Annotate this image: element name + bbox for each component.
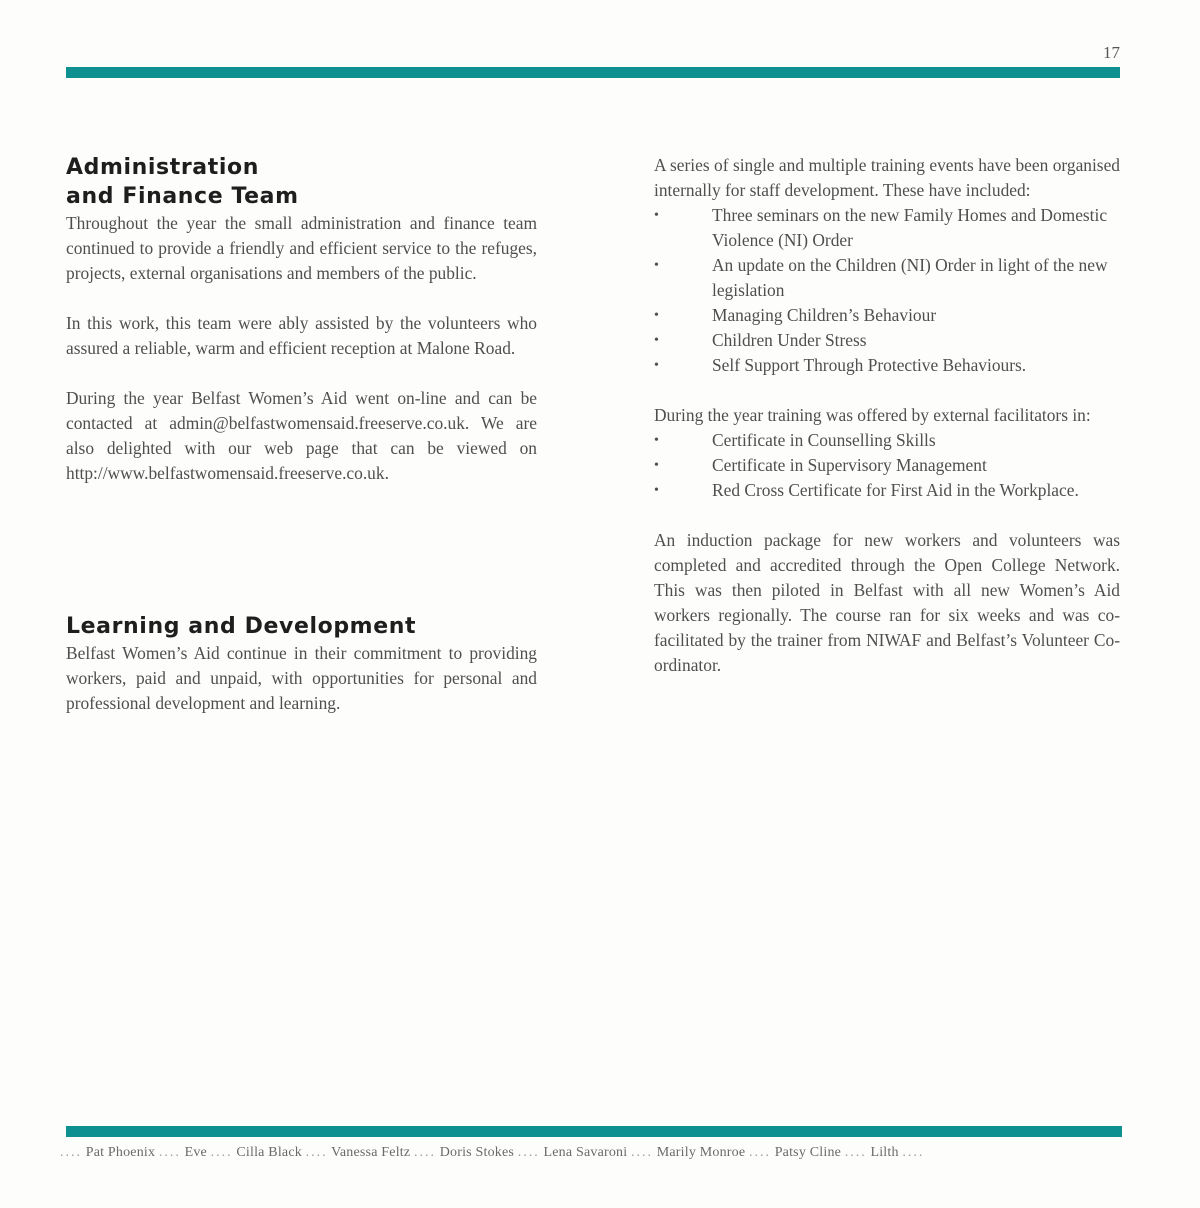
page-number: 17 [1103, 43, 1120, 62]
learning-paragraph: Belfast Women’s Aid continue in their commitment to providing workers, paid and unpaid, with opportunities for personal and professional development and learning. [66, 643, 537, 713]
list-item: • Self Support Through Protective Behaviours. [654, 353, 1120, 378]
bullet-icon: • [654, 308, 659, 323]
admin-paragraph-2: In this work, this team were ably assisted by the volunteers who assured a reliable, warm and efficient reception at Malone Road. [66, 313, 537, 358]
admin-paragraph-3: During the year Belfast Women’s Aid went on-line and can be contacted at admin@belfastwomensaid.freeserve.co.uk. We are also delighted with our web page that can be viewed on http://www.belfastwomensaid.freeserve.co.uk. [66, 388, 537, 483]
bullet-icon: • [654, 483, 659, 498]
admin-heading [66, 153, 537, 211]
bullet-icon: • [654, 208, 659, 223]
footer-name: Cilla Black [236, 1145, 302, 1160]
internal-training-list [654, 203, 1120, 378]
right-column [654, 153, 1120, 678]
footer-name: Pat Phoenix [85, 1145, 156, 1160]
list-item: • Certificate in Supervisory Management [654, 453, 1120, 478]
bullet-icon: • [654, 433, 659, 448]
list-item: • Managing Children’s Behaviour [654, 303, 1120, 328]
training-intro: A series of single and multiple training events have been organised internally for staff development. These have included: [654, 155, 1120, 200]
bullet-icon: • [654, 358, 659, 373]
list-item: • Red Cross Certificate for First Aid in the Workplace. [654, 478, 1120, 503]
learning-section [66, 612, 537, 716]
footer-names: .... Pat Phoenix .... Eve .... Cilla Black .... Vanessa Feltz .... Doris Stokes .... Lena Savaroni .... Marily Monroe .... Patsy Cline .... Lilth .... [60, 1145, 925, 1160]
left-column [66, 153, 537, 486]
top-teal-rule [66, 67, 1120, 78]
external-training-intro: During the year training was offered by external facilitators in: [654, 405, 1091, 425]
footer-name: Vanessa Feltz [331, 1145, 411, 1160]
list-item: • Children Under Stress [654, 328, 1120, 353]
footer-name: Eve [184, 1145, 207, 1160]
list-item: • Certificate in Counselling Skills [654, 428, 1120, 453]
induction-paragraph: An induction package for new workers and volunteers was completed and accredited through the Open College Network. This was then piloted in Belfast with all new Women’s Aid workers regionally. The course ran for six weeks and was co-facilitated by the trainer from NIWAF and Belfast’s Volunteer Co-ordinator. [654, 530, 1120, 675]
footer-name: Patsy Cline [774, 1145, 842, 1160]
admin-heading-line2: and Finance Team [66, 184, 299, 209]
admin-heading-line1: Administration [66, 155, 259, 180]
external-training-list [654, 428, 1120, 503]
bullet-icon: • [654, 458, 659, 473]
learning-heading: Learning and Development [66, 614, 417, 639]
footer-name: Lena Savaroni [543, 1145, 628, 1160]
bullet-icon: • [654, 333, 659, 348]
admin-paragraph-1: Throughout the year the small administration and finance team continued to provide a friendly and efficient service to the refuges, projects, external organisations and members of the public. [66, 213, 537, 283]
bullet-icon: • [654, 258, 659, 273]
footer-name: Lilth [870, 1145, 899, 1160]
footer-name: Marily Monroe [656, 1145, 746, 1160]
bottom-teal-rule [66, 1126, 1122, 1137]
footer-name: Doris Stokes [439, 1145, 515, 1160]
list-item: • An update on the Children (NI) Order in light of the new legislation [654, 255, 1108, 300]
list-item: • Three seminars on the new Family Homes and Domestic Violence (NI) Order [654, 205, 1108, 250]
